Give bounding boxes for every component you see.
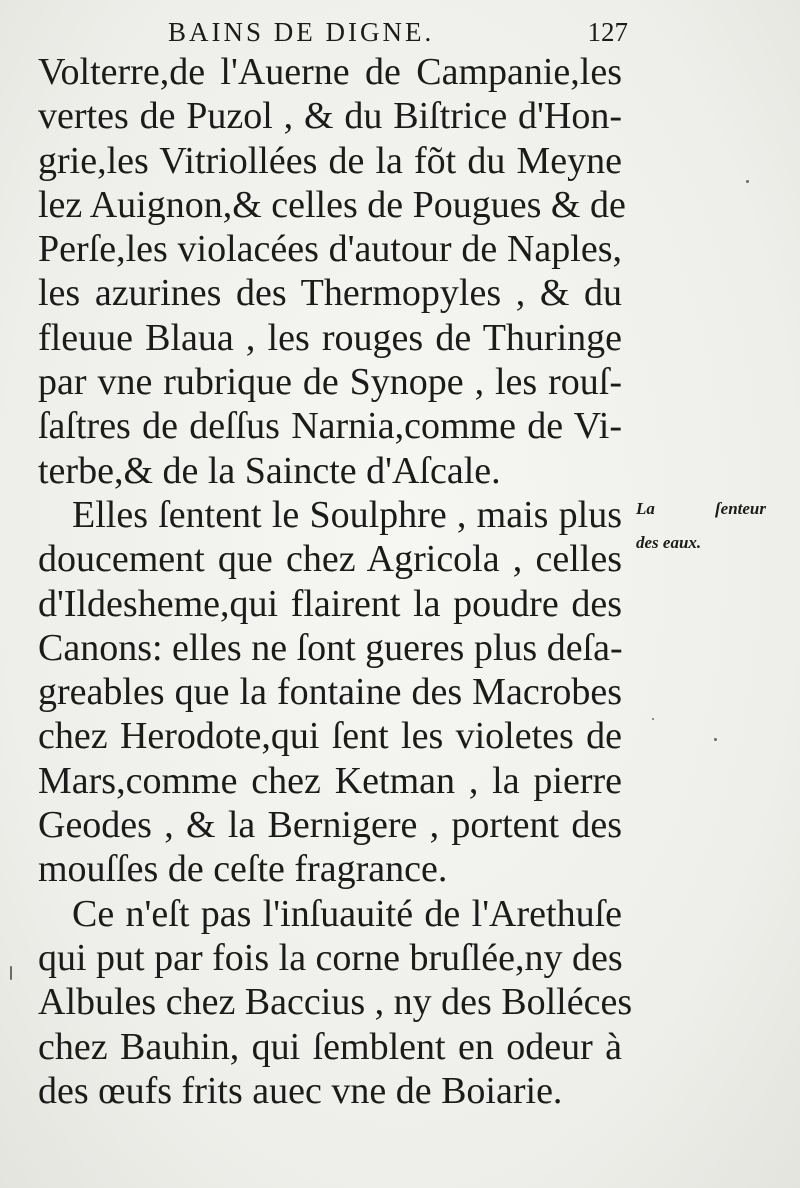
body-text [38,50,633,1113]
text-line: terbe,& de la Saincte d'Aſcale. [38,449,501,492]
text-line: chez Herodote,qui ſent les violetes de [38,715,622,758]
text-line: Albules chez Baccius , ny des Bolléces [38,981,633,1024]
page-number: 127 [587,17,628,47]
ink-speck [714,738,717,741]
ink-speck [746,180,749,183]
text-line: qui put par fois la corne bruſlée,ny des [38,936,623,979]
text-line: lez Auignon,& celles de Pougues & de [38,183,626,226]
text-line: vertes de Puzol , & du Biſtrice d'Hon- [38,95,622,138]
ink-speck [652,718,654,720]
paragraph-start-line: Ce n'eſt pas l'inſuauité de l'Arethuſe [72,892,622,935]
paragraph-start-line: Elles ſentent le Soulphre , mais plus [72,493,622,536]
text-line: grie,les Vitriollées de la fõt du Meyne [38,139,622,182]
text-line: des œufs frits auec vne de Boiarie. [38,1069,563,1112]
marginal-note [636,492,766,560]
text-line: Geodes , & la Bernigere , portent des [38,804,622,847]
marginal-note-line: des eaux. [636,533,702,552]
ink-speck [10,966,12,980]
running-title: BAINS DE DIGNE. [168,17,435,47]
text-line: chez Bauhin, qui ſemblent en odeur à [38,1025,622,1068]
text-line: Volterre,de l'Auerne de Campanie,les [38,51,622,93]
page-header [168,14,628,50]
text-line: ſaſtres de deſſus Narnia,comme de Vi- [38,405,622,448]
text-line: greables que la fontaine des Macrobes [38,671,622,714]
marginal-note-line: La ſenteur [636,499,766,518]
text-line: doucement que chez Agricola , celles [38,538,622,581]
text-line: Perſe,les violacées d'autour de Naples, [38,228,622,271]
text-line: mouſſes de ceſte fragrance. [38,848,448,891]
text-line: les azurines des Thermopyles , & du [38,272,622,315]
text-line: Mars,comme chez Ketman , la pierre [38,759,622,802]
text-line: par vne rubrique de Synope , les rouſ- [38,361,622,404]
text-line: Canons: elles ne ſont gueres plus deſa- [38,626,623,669]
text-line: fleuue Blaua , les rouges de Thuringe [38,316,622,359]
text-line: d'Ildesheme,qui flairent la poudre des [38,582,622,625]
